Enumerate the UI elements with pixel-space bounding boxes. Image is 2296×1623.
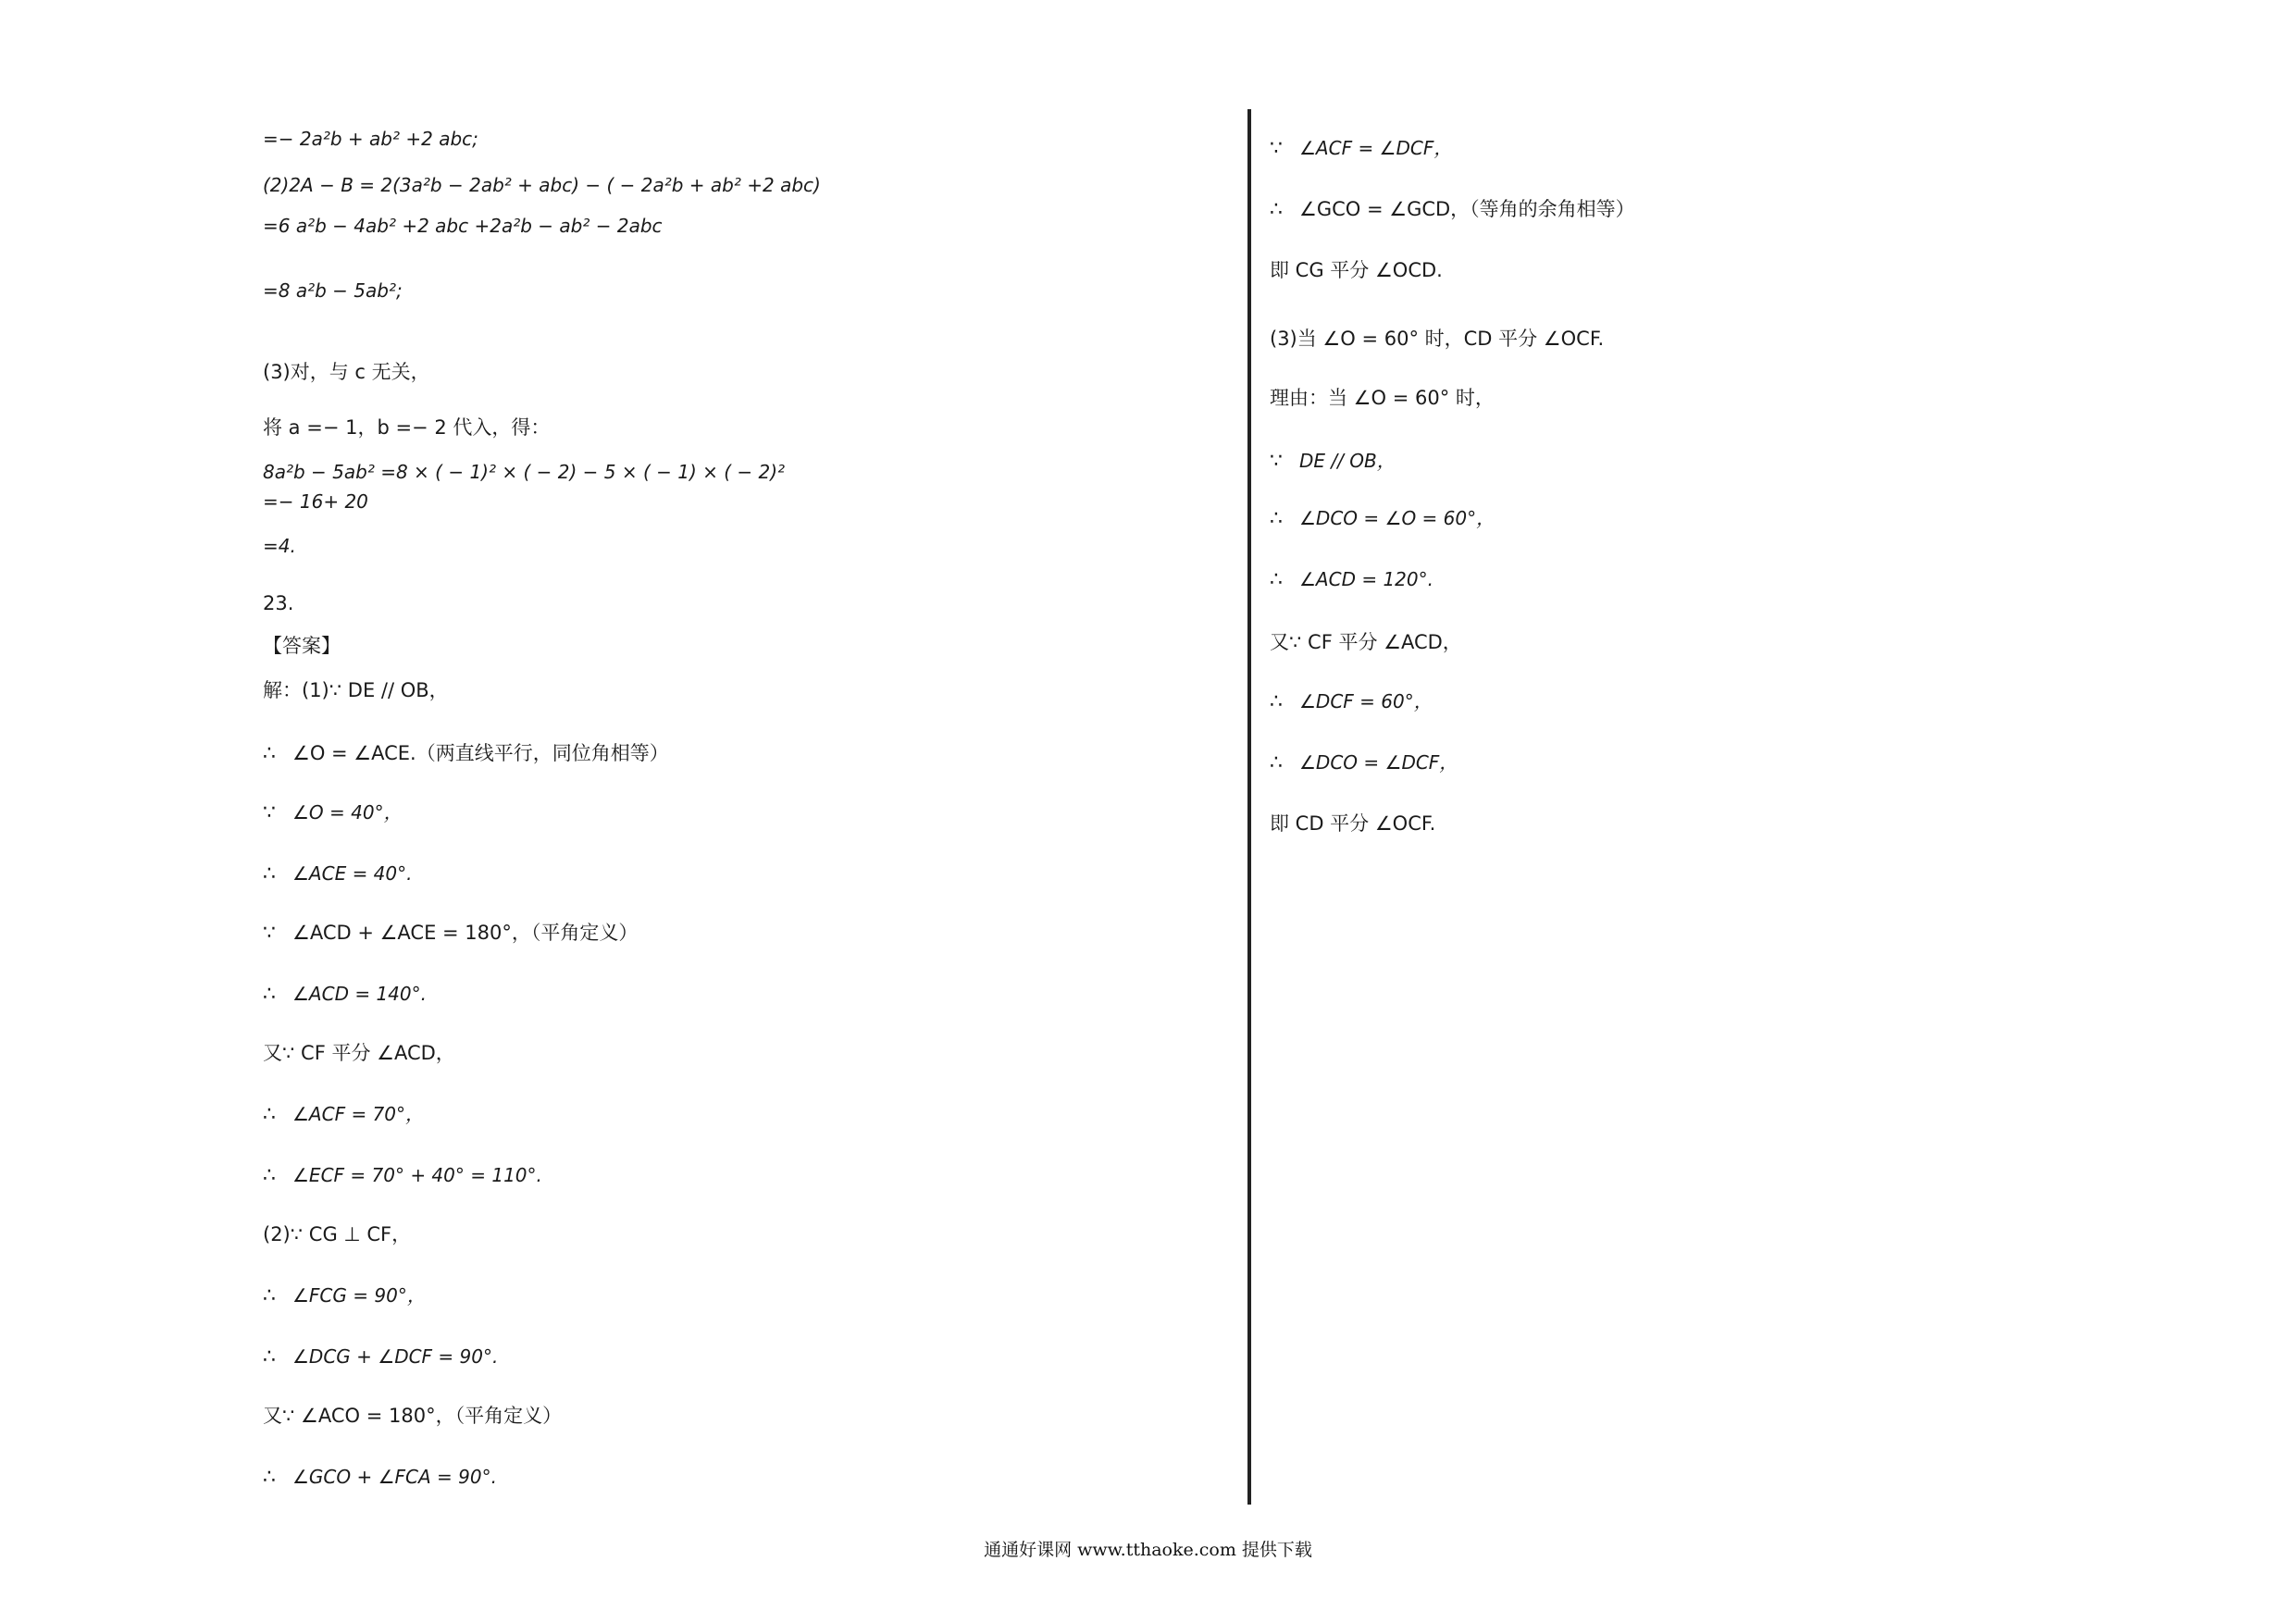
- solution-line: ∵ ∠ACF = ∠DCF，: [1270, 137, 1453, 160]
- solution-line: =8 a²b − 5ab²;: [263, 279, 403, 302]
- solution-line: ∴ ∠DCF = 60°，: [1270, 690, 1433, 713]
- solution-line: 将 a =− 1，b =− 2 代入，得：: [263, 416, 551, 439]
- question-number: 23.: [263, 592, 294, 614]
- solution-line: ∵ ∠ACD + ∠ACE = 180°，（平角定义）: [263, 922, 639, 945]
- solution-line: =− 2a²b + ab² +2 abc;: [263, 128, 478, 150]
- solution-line: ∴ ∠DCG + ∠DCF = 90°.: [263, 1345, 499, 1369]
- answer-heading: 【答案】: [263, 635, 341, 657]
- solution-line: 又∵ CF 平分 ∠ACD，: [263, 1042, 455, 1064]
- solution-line: 即 CD 平分 ∠OCF.: [1270, 812, 1436, 835]
- solution-line: =4.: [263, 535, 296, 557]
- solution-line: ∴ ∠ECF = 70° + 40° = 110°.: [263, 1164, 542, 1187]
- solution-line: =− 16+ 20: [263, 490, 368, 513]
- solution-line: ∵ DE // OB，: [1270, 450, 1396, 473]
- column-divider: [1247, 109, 1251, 1505]
- solution-line: ∴ ∠ACF = 70°，: [263, 1103, 425, 1126]
- solution-line: (3)对，与 c 无关，: [263, 361, 430, 383]
- solution-line: (3)当 ∠O = 60° 时，CD 平分 ∠OCF.: [1270, 328, 1605, 350]
- solution-line: ∴ ∠O = ∠ACE.（两直线平行，同位角相等）: [263, 742, 669, 765]
- solution-line: 即 CG 平分 ∠OCD.: [1270, 259, 1443, 281]
- solution-line: ∵ ∠O = 40°，: [263, 801, 403, 824]
- solution-line: =6 a²b − 4ab² +2 abc +2a²b − ab² − 2abc: [263, 215, 663, 237]
- solution-line: ∴ ∠ACE = 40°.: [263, 862, 413, 886]
- solution-line: ∴ ∠GCO + ∠FCA = 90°.: [263, 1466, 497, 1489]
- solution-line: 解：(1)∵ DE // OB，: [263, 679, 449, 701]
- solution-line: ∴ ∠DCO = ∠DCF，: [1270, 751, 1458, 774]
- page-footer: 通通好课网 www.tthaoke.com 提供下载: [984, 1540, 1312, 1560]
- solution-line: 又∵ ∠ACO = 180°，（平角定义）: [263, 1405, 563, 1427]
- solution-line: ∴ ∠FCG = 90°，: [263, 1284, 426, 1307]
- solution-line: ∴ ∠GCO = ∠GCD，（等角的余角相等）: [1270, 198, 1635, 221]
- solution-line: 又∵ CF 平分 ∠ACD，: [1270, 631, 1462, 653]
- solution-line: 8a²b − 5ab² =8 × ( − 1)² × ( − 2) − 5 × ( − 1) × ( − 2)²: [263, 461, 786, 483]
- solution-line: ∴ ∠ACD = 140°.: [263, 983, 427, 1006]
- solution-line: (2)∵ CG ⊥ CF，: [263, 1223, 412, 1245]
- solution-line: ∴ ∠ACD = 120°.: [1270, 568, 1433, 591]
- solution-line: 理由：当 ∠O = 60° 时，: [1270, 387, 1495, 409]
- solution-line: ∴ ∠DCO = ∠O = 60°，: [1270, 507, 1496, 530]
- solution-line: (2)2A − B = 2(3a²b − 2ab² + abc) − ( − 2a²b + ab² +2 abc): [263, 174, 821, 196]
